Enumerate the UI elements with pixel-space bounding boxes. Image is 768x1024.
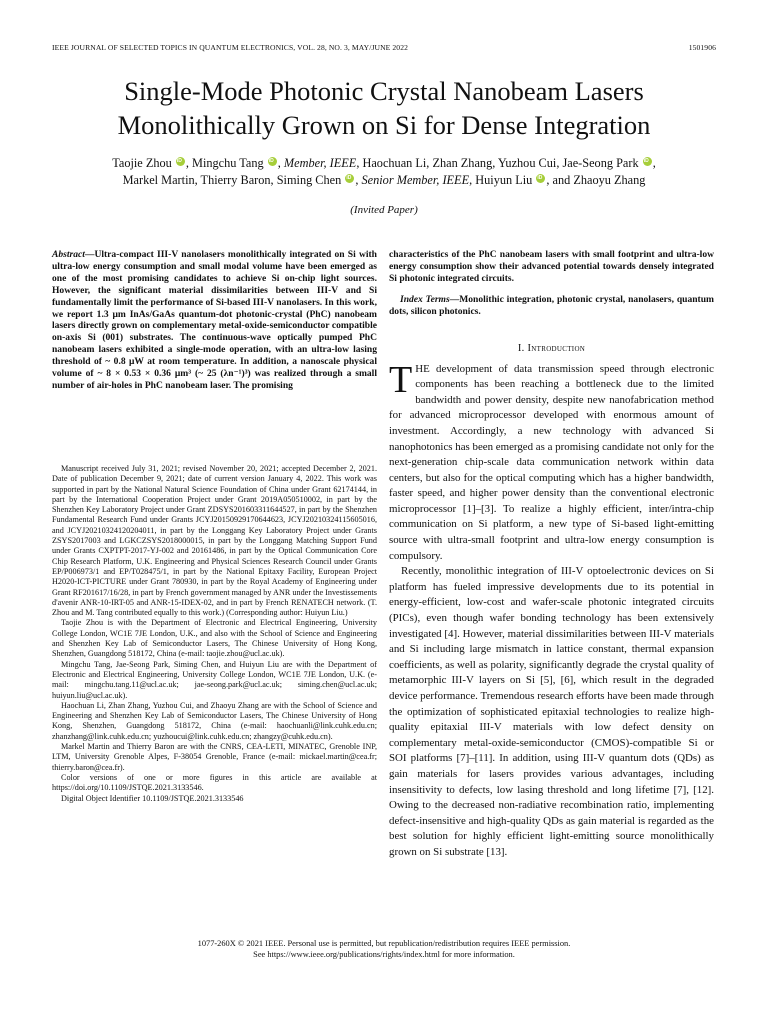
abstract-continued: characteristics of the PhC nanobeam lasers with small footprint and ultra-low energy consumption show their advanced potential towards densely integrated Si photonic integrated circuits. xyxy=(389,249,714,284)
orcid-icon[interactable] xyxy=(536,174,545,183)
author-membership: Member, IEEE xyxy=(283,156,357,170)
footnote-doi: Digital Object Identifier 10.1109/JSTQE.2021.3133546 xyxy=(61,793,244,803)
right-column xyxy=(389,249,714,861)
paragraph: Recently, monolithic integration of III-V optoelectronic devices on Si platform has fueled impressive developments due to its potential in energy-efficient, low-cost and wafer-scale photonic integrated circuits (PICs), even though wafer bonding technology has been extensively investigated [4]. However, material dissimilarities between III-V materials and Si including large mismatch in lattice constant, thermal expansion coefficients, as well as polarity, significantly degrade the crystal quality of metamorphic III-V layers on Si [5], [6], which result in the degraded device performance. Tremendous research efforts have been made through the optimization of sophisticated epitaxial technologies to realize high-quality epitaxial III-V materials with low defect density on complementary metal-oxide-semiconductor (CMOS)-compatible Si or SOI platforms [7]–[11]. In addition, using III-V quantum dots (QDs) as gain materials for lasers provides various advantages, including insensitivity to defects, low lasing threshold and long lifetime [7], [12]. Owing to the decreased non-radiative recombination ratio, implementing defect-insensitive and high-quality QDs as gain material is regarded as the best solution for highly efficient light-emitting source monolithically grown on Si substrate [13]. xyxy=(389,565,714,858)
drop-cap: T xyxy=(389,358,413,401)
footnote-affiliation: Taojie Zhou is with the Department of Electronic and Electrical Engineering, University College London, WC1E 7JE London, U.K., and also with the School of Science and Engineering and Shenzhen Key Lab of Semiconductor Lasers, The Chinese University of Hong Kong, Shenzhen, Guangdong 518172, China (e-mail: taojie.zhou@ucl.ac.uk). xyxy=(52,618,377,659)
orcid-icon[interactable] xyxy=(643,157,652,166)
rights-link[interactable]: See https://www.ieee.org/publications/rights/index.html for more information. xyxy=(253,950,515,959)
footnotes xyxy=(52,464,377,804)
page-number: 1501906 xyxy=(688,43,716,52)
paragraph-text: HE development of data transmission speed through electronic components has been reaching a bottleneck due to the limited bandwidth and power density, despite new nanofabrication method for advanced microprocessor developed with enormous amount of investment. Accordingly, a new technology with advanced Si nanophotonics has been emerged as a promising candidate not only for the next-generation chip-scale data communication network within data centers, but also for the optical computing which has a higher bandwidth, faster speed, and higher power density than the conventional electronic microprocessor [1]–[3]. To realize a highly efficient, inter/intra-chip communication on Si platform, a new type of Si-based light-emitting source with ultra-small footprint and ultra-low energy consumption is compulsory. xyxy=(389,362,714,562)
title-line-1: Single-Mode Photonic Crystal Nanobeam Lasers xyxy=(124,76,644,106)
footnote-affiliation: Haochuan Li, Zhan Zhang, Yuzhou Cui, and Zhaoyu Zhang are with the School of Science and Engineering and Shenzhen Key Lab of Semiconductor Lasers, The Chinese University of Hong Kong, Shenzhen, Guangdong 518172, China (e-mail: haochuanli@link.cuhk.edu.cn; zhanzhang@link.cuhk.edu.cn; yuzhoucui@link.cuhk.edu.cn; zhangzy@cuhk.edu.cn). xyxy=(52,700,377,741)
footnote-affiliation: Mingchu Tang, Jae-Seong Park, Siming Chen, and Huiyun Liu are with the Department of Electronic and Electrical Engineering, University College London, WC1E 7JE London, U.K. (e-mail: mingchu.tang.11@ucl.ac.uk; jae-seong.park@ucl.ac.uk; siming.chen@ucl.ac.uk; huiyun.liu@ucl.ac.uk). xyxy=(52,659,377,700)
title-line-2: Monolithically Grown on Si for Dense Integration xyxy=(117,110,651,140)
introduction-body xyxy=(389,358,714,861)
orcid-icon[interactable] xyxy=(345,174,354,183)
author-name: , and Zhaoyu Zhang xyxy=(546,173,646,187)
author-name: , Mingchu Tang xyxy=(185,156,264,170)
paragraph xyxy=(389,358,714,565)
author-name: Taojie Zhou xyxy=(112,156,172,170)
running-header xyxy=(52,43,716,52)
index-terms xyxy=(389,294,714,318)
copyright-line: 1077-260X © 2021 IEEE. Personal use is permitted, but republication/redistribution requires IEEE permission. xyxy=(197,939,571,948)
author-separator: , xyxy=(652,156,656,170)
footnote-color-versions: Color versions of one or more figures in this article are available at https://doi.org/10.1109/JSTQE.2021.3133546. xyxy=(52,772,377,793)
index-terms-text: —Monolithic integration, photonic crystal, nanolasers, quantum dots, silicon photonics. xyxy=(389,293,714,317)
abstract-text: —Ultra-compact III-V nanolasers monolithically integrated on Si with ultra-low energy consumption and small modal volume have been emerged as one of the most promising candidates to achieve Si on-chip light sources. However, the significant material dissimilarities between III-V and Si fundamentally limit the performance of Si-based III-V nanolasers. In this work, we report 1.3 μm InAs/GaAs quantum-dot photonic-crystal (PhC) nanobeam lasers directly grown on complementary metal-oxide-semiconductor compatible on-axis Si (001) substrates. The continuous-wave optically pumped PhC nanobeam lasers exhibited a single-mode operation, with an ultra-low lasing threshold of ~ 0.8 μW at room temperature. In addition, a nanoscale physical volume of ~ 8 × 0.53 × 0.36 μm³ (~ 25 (λn⁻¹)³) was realized through a small number of air-holes in PhC nanobeam laser. The promising xyxy=(52,249,377,391)
section-number: I. xyxy=(517,342,525,354)
left-column xyxy=(52,249,377,392)
section-heading xyxy=(389,343,714,354)
footnote-manuscript: Manuscript received July 31, 2021; revised November 20, 2021; accepted December 2, 2021. Date of publication December 9, 2021; date of current version January 4, 2022. This work was supported in part by the National Natural Science Foundation of China under Grant 62174144, in part by the International Cooperation Project under Grant 2019A050510002, in part by the Shenzhen Key Laboratory Project under Grant ZDSYS201603311644527, in part by the Shenzhen Fundamental Research Fund under Grants JCYJ20150929170644623, JCYJ20210324115605016, and JCYJ20210324120204011, in part by the Longgang Key Laboratory Project under Grants ZSYS2017003 and LGKCZSYS2018000015, in part by the Longgang Matching Support Fund under Grants CXPTPT-2017-YJ-002 and 20161486, in part by the Optical Communication Core Chip Research Platform, U.K. Engineering and Physical Sciences Research Council under Grants EP/P006973/1 and EP/T028475/1, in part by the National Epitaxy Facility, European Project H2020-ICT-PICTURE under Grant 780930, in part by the Royal Academy of Engineering under Grant RF201617/16/28, in part by French government managed by ANR under the Investissements d'avenir ANR-10-IRT-05 and ANR-15-IDEX-02, and in part by French RENATECH network. (T. Zhou and M. Tang contributed equally to this work.) (Corresponding author: Huiyun Liu.) xyxy=(52,464,377,618)
paper-title xyxy=(40,74,728,142)
journal-name: IEEE JOURNAL OF SELECTED TOPICS IN QUANTUM ELECTRONICS, VOL. 28, NO. 3, MAY/JUNE 2022 xyxy=(52,43,408,52)
footnote-affiliation: Markel Martin and Thierry Baron are with the CNRS, CEA-LETI, MINATEC, Grenoble INP, LTM, University Grenoble Alpes, F-38054 Grenoble, France (e-mail: mickael.martin@cea.fr; thierry.baron@cea.fr). xyxy=(52,742,377,772)
orcid-icon[interactable] xyxy=(268,157,277,166)
abstract-label: Abstract xyxy=(52,249,85,260)
author-name: Markel Martin, Thierry Baron, Siming Chen xyxy=(122,173,342,187)
author-list: Taojie Zhou iD , Mingchu Tang iD , Member, IEEE, Haochuan Li, Zhan Zhang, Yuzhou Cui, Jae-Seong Park iD , Markel Martin, Thierry Baron, Siming Chen iD , Senior Member, IEEE, Huiyun Liu iD , and Zhaoyu Zhang xyxy=(40,155,728,189)
orcid-icon[interactable] xyxy=(176,157,185,166)
copyright-notice xyxy=(52,938,716,960)
section-title: Introduction xyxy=(527,342,586,354)
abstract xyxy=(52,249,377,392)
index-terms-label: Index Terms xyxy=(400,293,450,305)
author-name: , Haochuan Li, Zhan Zhang, Yuzhou Cui, Jae-Seong Park xyxy=(356,156,639,170)
author-membership: Senior Member, IEEE xyxy=(361,173,470,187)
invited-paper-note: (Invited Paper) xyxy=(350,204,418,216)
author-name: , Huiyun Liu xyxy=(469,173,533,187)
